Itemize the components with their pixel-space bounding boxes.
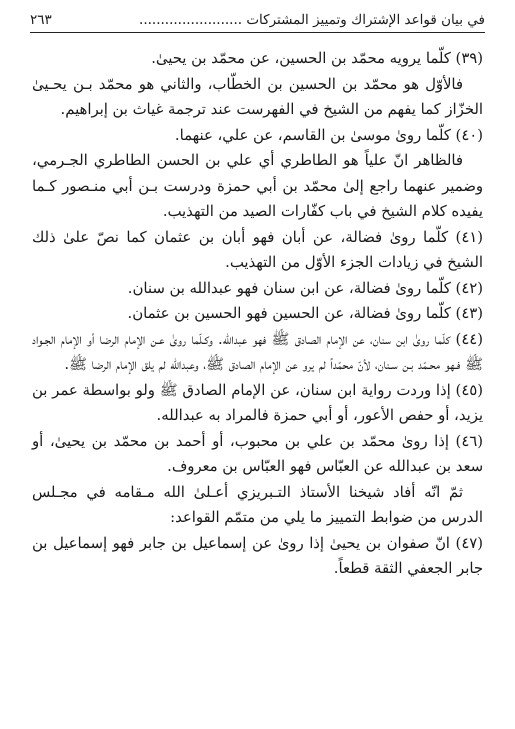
paragraph-item-43: (٤٣) كلّما روىٰ فضالة، عن الحسين فهو الحسين بن عثمان. [127,305,483,322]
paragraph-item-41: (٤١) كلّما روىٰ فضالة، عن أبان فهو أبان بن عثمان كما نصّ علىٰ ذلك الشيخ في زيادات الجزء الأوّل من التهذيب. [32,228,483,271]
header-title: في بيان قواعد الإشتراك وتمييز المشتركات ........................ [139,12,485,28]
page-body [32,46,483,719]
paragraph-item-47: (٤٧) انّ صفوان بن يحيىٰ إذا روىٰ عن إسماعيل بن جابر فهو إسماعيل بن جابر الجعفي الثقة قطعاً. [32,534,483,577]
paragraph-item-39: (٣٩) كلّما يرويه محمّد بن الحسين، عن محمّد بن يحيىٰ. [151,50,483,67]
paragraph-explanation-40: فالظاهر انّ علياً هو الطاطري أي علي بن الحسن الطاطري الجـرمي، وضمير عنهما راجع إلىٰ محمّد بن أبي حمزة ودرست بـن أبي منـصور كـما يفيده كلام الشيخ في باب كفّارات الصيد من التهذيب. [32,152,483,220]
paragraph-item-40: (٤٠) كلّما روىٰ موسىٰ بن القاسم، عن علي، عنهما. [174,126,483,144]
paragraph-item-42: (٤٢) كلّما روىٰ فضالة، عن ابن سنان فهو عبدالله بن سنان. [127,279,483,297]
paragraph-item-46: (٤٦) إذا روىٰ محمّد بن علي بن محبوب، أو أحمد بن محمّد بن يحيىٰ، أو سعد بن عبدالله عن العبّاس فهو العبّاس بن معروف. [32,432,483,475]
paragraph-item-44: (٤٤) كلّما روىٰ ابن سنان، عن الإمام الصادق ﷺ فهو عبدالله. وكـلّما روىٰ عـن الإمام الرضا أو الإمام الجـواد ﷺ فـهو محـمّد بـن سـنان، لأنّ محمّداً لم يرو عن الإمام الصادق ﷺ، وعبدالله لم يلق الإمام الرضا ﷺ. [32,330,483,373]
paragraph-item-45: (٤٥) إذا وردت رواية ابن سنان، عن الإمام الصادق ﷺ ولو بواسطة عمر بن يزيد، أو حفص الأعور، أو أبي حمزة فالمراد به عبدالله. [32,381,483,424]
page-number: ٢٦٣ [30,12,52,28]
paragraph-teacher-note: ثمّ انّه أفاد شيخنا الأستاذ التـبريزي أعـلىٰ الله مـقامه في مجـلس الدرس من ضوابط التمييز ما يلي من متمّم القواعد: [32,483,483,526]
paragraph-explanation-39: فالأوّل هو محمّد بن الحسين بن الخطّاب، والثاني هو محمّد بـن يحـيىٰ الخزّاز كما يفهم من الشيخ في الفهرست عند ترجمة غياث بن إبراهيم. [32,75,483,118]
running-header [30,10,485,33]
